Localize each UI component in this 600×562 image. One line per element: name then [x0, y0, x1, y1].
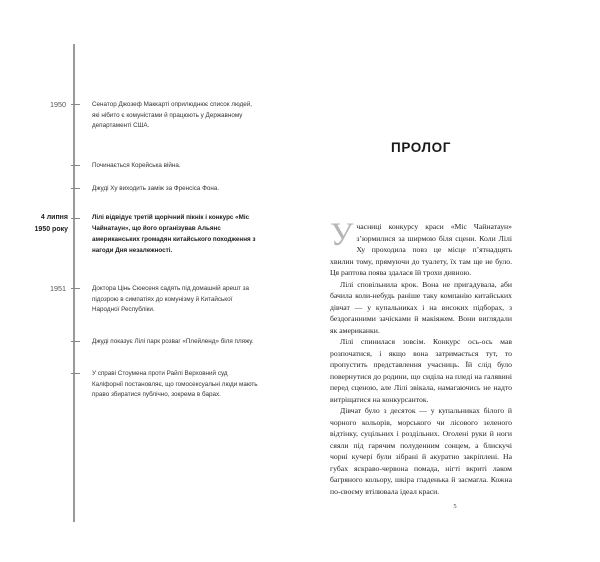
timeline-tick: [71, 288, 80, 289]
timeline-tick: [71, 104, 80, 105]
chapter-body: [330, 217, 512, 497]
timeline-year: 1951: [50, 284, 66, 293]
timeline-entry-text: Доктора Цінь Сюесеня садять під домашній арешт за підозрою в симпатіях до комунізму й Китайської Народної Республіки.: [92, 285, 250, 314]
timeline-tick: [71, 165, 80, 166]
timeline-date: 4 липня 1950 року: [34, 214, 68, 233]
timeline-tick: [71, 218, 80, 219]
drop-cap: У: [330, 217, 354, 253]
timeline-entry-text: Починається Корейська війна.: [92, 162, 181, 169]
paragraph: Дівчат було з десяток — у купальниках білого й чорного кольорів, морського чи лісового зеленого відтінку, суцільних і роздільних. Оголені руки й ноги сяяли під гарячим полуденним сонцем, а блискучі чорні кучері були зібрані й акуратно закріплені. На губах яскраво-червона помада, нігті вкриті лаком багряного кольору, шкіра гладенька й засмагла. Кожна по-своєму втілювала ідеал краси.: [330, 406, 512, 496]
paragraph-text: часниці конкурсу краси «Міс Чайнатаун» з’юрмилися за ширмою біля сцени. Коли Лілі Ху проходила повз це місце п’ятнадцять хвилин тому, прямуючи до туалету, їх там ще не було. Ця раптова поява здалася їй трохи дивною.: [330, 222, 512, 277]
timeline-tick: [71, 373, 80, 374]
timeline-line: [73, 44, 75, 522]
timeline-entry-text: Джуді Ху виходить заміж за Френсіса Фона.: [92, 185, 220, 192]
timeline-entry-text: У справі Стоумена проти Райлі Верховний суд Каліфорнії постановляє, що гомосексуальні люди мають право збиратися публічно, зокрема в барах.: [92, 370, 258, 399]
timeline-entry-text: Лілі відвідує третій щорічний пікнік і конкурс «Міс Чайнатаун», що його організував Альянс американських громадян китайського походження з нагоди Дня незалежності.: [92, 214, 256, 254]
timeline-entry-text: Джуді показує Лілі парк розваг «Плейленд» біля пляжу.: [92, 338, 254, 345]
timeline-year: 1950: [50, 100, 66, 109]
paragraph: Лілі сповільнила крок. Вона не пригадувала, аби бачила коли-небудь раніше таку компанію китайських дівчат — у купальниках і на високих підборах, з бездоганними зачісками й макіяжем. Вони виглядали як американки.: [330, 279, 512, 335]
timeline-entry-text: Сенатор Джозеф Маккарті оприлюднює список людей, які нібито є комуністами й працюють у Державному департаменті США.: [92, 101, 253, 130]
timeline-tick: [71, 341, 80, 342]
page-number: 5: [453, 503, 457, 510]
paragraph: [330, 217, 512, 279]
chapter-title: ПРОЛОГ: [391, 140, 451, 155]
timeline-tick: [71, 188, 80, 189]
paragraph: Лілі спинилася зовсім. Конкурс ось-ось мав розпочатися, і якщо вона затримається тут, то пропустить представлення учасниць. Їй слід було повернутися до родини, що сиділа на пледі на галявині перед сценою, але Лілі звікала, намагаючись не надто витріщатися на конкурсанток.: [330, 337, 512, 404]
